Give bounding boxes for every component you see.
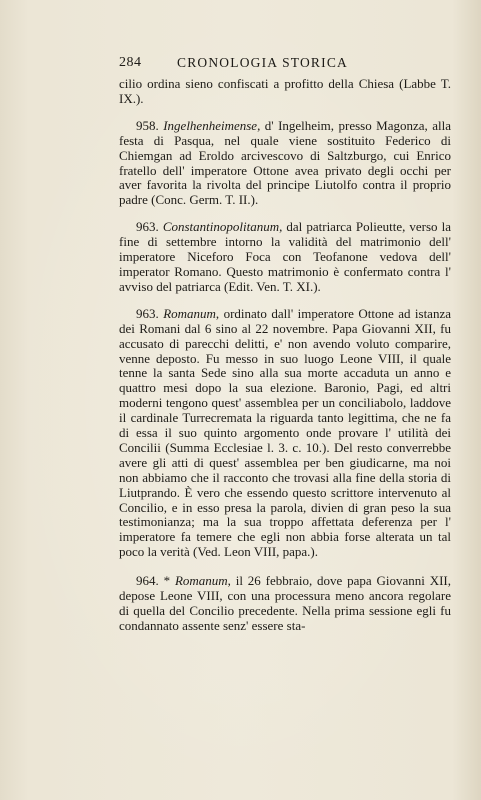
continuation-paragraph [119,77,451,107]
entry-text: , ordinato dall' imperatore Ottone ad istanza dei Romani dal 6 sino al 22 novembre. Papa Giovanni XII, fu accusato di parecchi delitti, e' non avendo voluto comparire, venne deposto. Fu messo in suo luogo Leone VIII, il quale tenne la santa Sede sino alla sua morte accaduta un anno e quattro mesi dopo la sua elezione. Baronio, Pagi, ed altri moderni tengono quest' assemblea per un conciliabolo, laddove il cardinale Turrecremata la riguarda tanto legittima, che ne fa di essa il suo quinto argomento onde provare l' utilità dei Concilii (Summa Ecclesiae l. 3. c. 10.). Del resto converrebbe avere gli atti di quest' assemblea per ben giudicarne, ma noi non abbiamo che il racconto che trovasi alla fine della storia di Liutprando. È vero che essendo questo scrittore intervenuto al Concilio, e in esso presa la parola, divien di gran peso la sua testimonianza; ma la sua troppo affettata deferenza per l' imperatore fa temere che egli non abbia forse alterata un tal poco la verità (Ved. Leon VIII, papa.). [119,305,451,560]
page-body [119,77,451,634]
page-header [119,55,451,73]
entry-text: , il 26 febbraio, dove papa Giovanni XII, depose Leone VIII, con una processura meno ancora regolare di quella del Concilio precedente. Nella prima sessione egli fu condannato assente senz' essere sta- [119,573,452,633]
entry-number: 963. [136,219,159,235]
entry-number: 958. [136,117,159,133]
entry-number: 964. * [136,573,171,589]
running-title: CRONOLOGIA STORICA [177,55,348,70]
entry-number: 963. [136,305,159,321]
entry-text: , d' Ingelheim, presso Magonza, alla festa di Pasqua, nel quale viene sostituito Federico di Chiemgan ad Eroldo arcivescovo di Saltzburgo, cui Enrico fratello dell' imperatore Ottone avea privato degli occhi per aver favorita la rivolta del principe Liutolfo contra il proprio padre (Conc. Germ. T. II.). [119,117,452,208]
entry-title: Ingelhenheimense [163,117,258,133]
entry-title: Romanum [174,573,228,589]
entry-963-romanum [119,307,451,560]
entry-title: Constantinopolitanum [162,219,280,235]
page-number: 284 [119,55,142,70]
continuation-text: cilio ordina sieno confiscati a profitto della Chiesa (Labbe T. IX.). [119,76,451,106]
entry-963-constantinopolitanum [119,220,451,295]
entry-text: , dal patriarca Polieutte, verso la fine di settembre intorno la validità del matrimonio dell' imperatore Niceforo Foca con Teofanone vedova dell' imperator Romano. Questo matrimonio è confermato contra l' avviso del patriarca (Edit. Ven. T. XI.). [119,219,451,294]
entry-958 [119,119,451,208]
entry-964-romanum [119,574,451,634]
entry-title: Romanum [163,305,216,321]
paragraph-gap [119,560,451,574]
